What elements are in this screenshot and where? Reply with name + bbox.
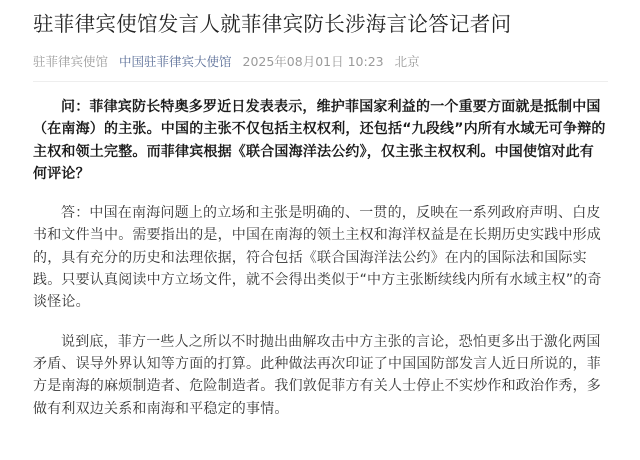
meta-account-link[interactable]: 中国驻菲律宾大使馆	[119, 54, 232, 69]
question-paragraph: 问：菲律宾防长特奥多罗近日发表表示，维护菲国家利益的一个重要方面就是抵制中国（在南海）的主张。中国的主张不仅包括主权权利，还包括“九段线”内所有水域无可争辩的主权和领土完整。而菲律宾根据《联合国海洋法公约》，仅主张主权权利。中国使馆对此有何评论？	[33, 99, 606, 182]
meta-location: 北京	[394, 54, 420, 69]
meta-author: 驻菲律宾使馆	[33, 54, 109, 69]
meta-divider	[33, 81, 608, 82]
meta-datetime: 2025年08月01日 10:23	[242, 54, 384, 69]
article-meta	[33, 53, 608, 71]
closing-paragraph: 说到底，菲方一些人之所以不时抛出曲解攻击中方主张的言论，恐怕更多出于激化两国矛盾、误导外界认知等方面的打算。此种做法再次印证了中国国防部发言人近日所说的，菲方是南海的麻烦制造者、危险制造者。我们敦促菲方有关人士停止不实炒作和政治作秀，多做有利双边关系和南海和平稳定的事情。	[33, 333, 601, 417]
answer-paragraph: 答：中国在南海问题上的立场和主张是明确的、一贯的，反映在一系列政府声明、白皮书和文件当中。需要指出的是，中国在南海的领土主权和海洋权益是在长期历史实践中形成的，具有充分的历史和法理依据，符合包括《联合国海洋法公约》在内的国际法和国际实践。只要认真阅读中方立场文件，就不会得出类似于“中方主张断续线内所有水域主权”的奇谈怪论。	[33, 205, 602, 311]
article-title: 驻菲律宾使馆发言人就菲律宾防长涉海言论答记者问	[33, 12, 512, 36]
